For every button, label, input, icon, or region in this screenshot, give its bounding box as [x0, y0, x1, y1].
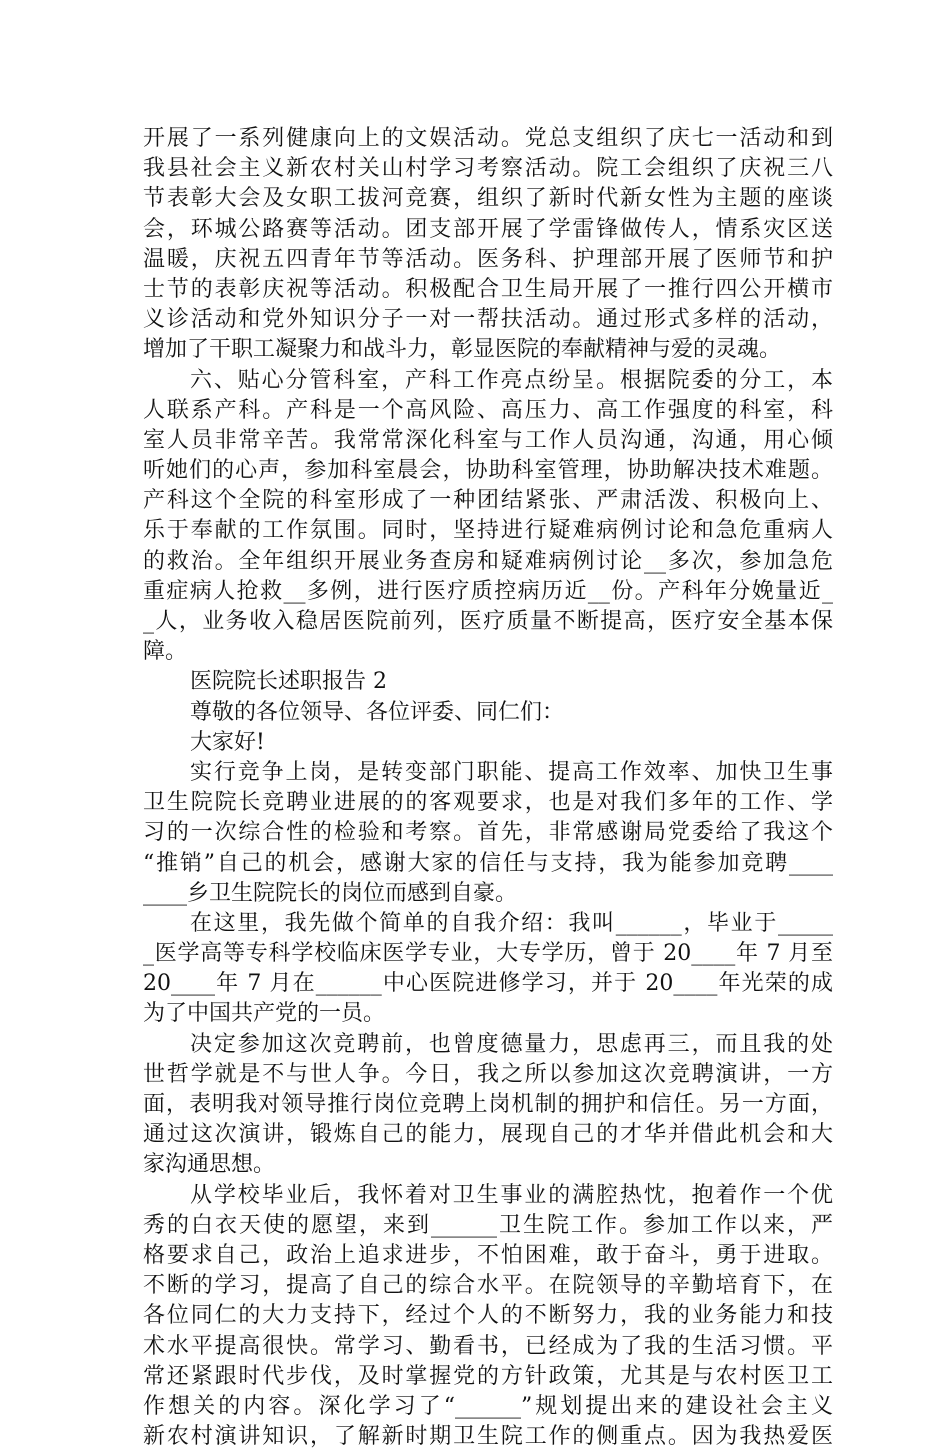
- text-line: 大家好!: [190, 729, 265, 755]
- text-line: 世哲学就是不与世人争。今日，我之所以参加这次竞聘演讲，一方: [143, 1061, 833, 1087]
- text-line: 室人员非常辛苦。我常常深化科室与工作人员沟通，沟通，用心倾: [143, 427, 833, 453]
- text-line: 秀的白衣天使的愿望，来到______卫生院工作。参加工作以来，严: [143, 1212, 833, 1238]
- text-line: 的救治。全年组织开展业务查房和疑难病例讨论__多次，参加急危: [143, 548, 833, 574]
- text-line: 在这里，我先做个简单的自我介绍：我叫______，毕业于_____: [190, 910, 833, 936]
- text-line: 术水平提高很快。常学习、勤看书，已经成为了我的生活习惯。平: [143, 1333, 833, 1359]
- text-line: ____乡卫生院院长的岗位而感到自豪。: [143, 880, 518, 906]
- text-line: 格要求自己，政治上追求进步，不怕困难，敢于奋斗，勇于进取。: [143, 1242, 833, 1268]
- text-line: 人联系产科。产科是一个高风险、高压力、高工作强度的科室，科: [143, 397, 833, 423]
- text-line: “推销”自己的机会，感谢大家的信任与支持，我为能参加竞聘____: [143, 850, 833, 876]
- text-line: 士节的表彰庆祝等活动。积极配合卫生局开展了一推行四公开横市: [143, 276, 833, 302]
- text-line: 不断的学习，提高了自己的综合水平。在院领导的辛勤培育下，在: [143, 1273, 833, 1299]
- text-line: 作想关的内容。深化学习了“______”规划提出来的建设社会主义: [143, 1393, 833, 1419]
- text-line: 听她们的心声，参加科室晨会，协助科室管理，协助解决技术难题。: [143, 458, 833, 484]
- text-line: 常还紧跟时代步伐，及时掌握党的方针政策，尤其是与农村医卫工: [143, 1363, 833, 1389]
- text-line: 会，环城公路赛等活动。团支部开展了学雷锋做传人，情系灾区送: [143, 216, 833, 242]
- text-line: 习的一次综合性的检验和考察。首先，非常感谢局党委给了我这个: [143, 820, 833, 846]
- text-line: 尊敬的各位领导、各位评委、同仁们：: [190, 699, 565, 725]
- text-line: 节表彰大会及女职工拔河竞赛，组织了新时代新女性为主题的座谈: [143, 186, 833, 212]
- text-line: 实行竞争上岗，是转变部门职能、提高工作效率、加快卫生事: [190, 759, 833, 785]
- text-line: 义诊活动和党外知识分子一对一帮扶活动。通过形式多样的活动，: [143, 307, 833, 333]
- text-line: 医院院长述职报告 2: [190, 669, 387, 695]
- text-line: 卫生院院长竞聘业进展的的客观要求，也是对我们多年的工作、学: [143, 790, 833, 816]
- text-line: 20____年 7 月在______中心医院进修学习，并于 20____年光荣的成: [143, 971, 833, 997]
- text-line: 开展了一系列健康向上的文娱活动。党总支组织了庆七一活动和到: [143, 126, 833, 151]
- text-line: 我县社会主义新农村关山村学习考察活动。院工会组织了庆祝三八: [143, 156, 833, 182]
- text-line: 面，表明我对领导推行岗位竞聘上岗机制的拥护和信任。另一方面，: [143, 1092, 833, 1117]
- text-line: 各位同仁的大力支持下，经过个人的不断努力，我的业务能力和技: [143, 1303, 833, 1329]
- document-body: [143, 124, 833, 1452]
- text-line: 产科这个全院的科室形成了一种团结紧张、严肃活泼、积极向上、: [143, 488, 833, 514]
- text-line: 重症病人抢救__多例，进行医疗质控病历近__份。产科年分娩量近_: [143, 578, 833, 604]
- text-line: 新农村演讲知识，了解新时期卫生院工作的侧重点。因为我热爱医: [143, 1424, 833, 1450]
- text-line: 为了中国共产党的一员。: [143, 1001, 386, 1027]
- text-line: _医学高等专科学校临床医学专业，大专学历，曾于 20____年 7 月至: [143, 941, 833, 967]
- text-line: 六、贴心分管科室，产科工作亮点纷呈。根据院委的分工，本: [190, 367, 833, 393]
- text-line: 增加了干职工凝聚力和战斗力，彰显医院的奉献精神与爱的灵魂。: [143, 337, 782, 363]
- text-line: 通过这次演讲，锻炼自己的能力，展现自己的才华并借此机会和大: [143, 1122, 833, 1148]
- text-line: 障。: [143, 639, 188, 665]
- text-line: 家沟通思想。: [143, 1152, 276, 1178]
- text-line: 温暖，庆祝五四青年节等活动。医务科、护理部开展了医师节和护: [143, 246, 833, 272]
- text-line: 乐于奉献的工作氛围。同时，坚持进行疑难病例讨论和急危重病人: [143, 518, 833, 544]
- text-line: _人，业务收入稳居医院前列，医疗质量不断提高，医疗安全基本保: [143, 609, 833, 634]
- text-line: 从学校毕业后，我怀着对卫生事业的满腔热忱，抱着作一个优: [190, 1182, 833, 1208]
- text-line: 决定参加这次竞聘前，也曾度德量力，思虑再三，而且我的处: [190, 1031, 833, 1057]
